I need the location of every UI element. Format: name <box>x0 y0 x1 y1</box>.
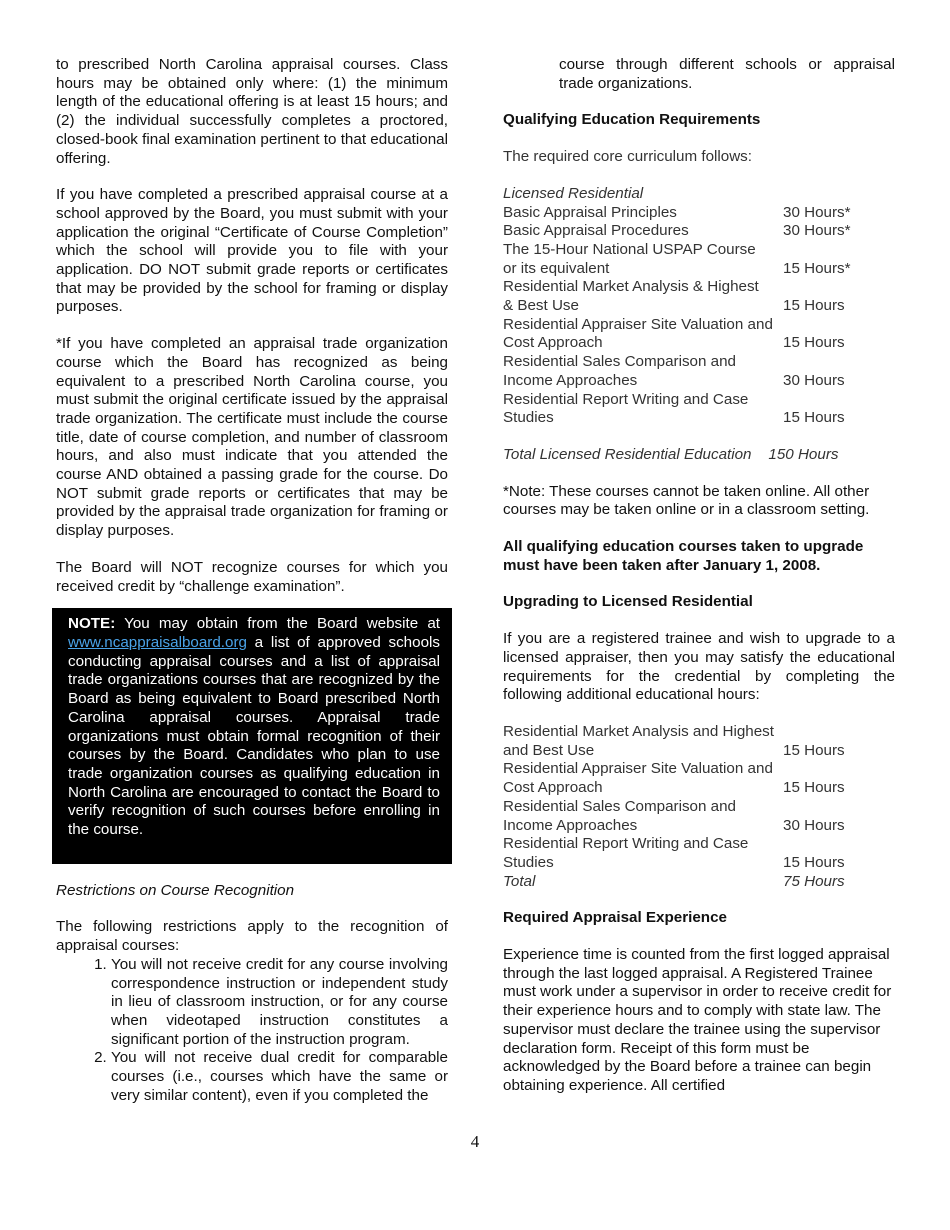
course-row <box>503 241 895 260</box>
upgrade-total-label: Total <box>503 872 536 890</box>
experience-heading: Required Appraisal Experience <box>503 909 727 927</box>
course-hours <box>783 760 895 779</box>
course-name: Residential Sales Comparison and <box>503 353 737 371</box>
course-row <box>503 760 895 779</box>
course-row-cont <box>503 334 895 353</box>
course-name-cont: and Best Use <box>503 741 595 759</box>
course-name: Residential Appraiser Site Valuation and <box>503 315 773 333</box>
page-number: 4 <box>470 1132 480 1151</box>
note-box <box>52 608 452 863</box>
course-name-cont: Income Approaches <box>503 371 638 389</box>
course-name: Basic Appraisal Principles <box>503 203 677 221</box>
paragraph-class-hours: to prescribed North Carolina appraisal courses. Class hours may be obtained only where: (1) the minimum length of the educational offering is at least 15 hours; and (2) the individual successfully completes a proctored, closed-book final examination pertinent to that educational offering. <box>56 56 448 167</box>
list-item: 2. You will not receive dual credit for comparable courses (i.e., courses which have the same or very similar content), even if you completed the <box>111 1049 448 1105</box>
course-name-cont: Studies <box>503 853 554 871</box>
course-name: Residential Report Writing and Case <box>503 835 749 853</box>
course-hours <box>783 391 895 410</box>
course-name: Residential Market Analysis & Highest <box>503 278 759 296</box>
course-hours <box>783 798 895 817</box>
licensed-residential-heading: Licensed Residential <box>503 184 644 202</box>
course-hours <box>783 353 895 372</box>
course-name-cont: Studies <box>503 409 554 427</box>
course-hours: 15 Hours <box>783 853 845 871</box>
upgrade-total-hours: 75 Hours <box>783 872 845 890</box>
course-name: Residential Market Analysis and Highest <box>503 722 774 740</box>
course-row <box>503 723 895 742</box>
course-hours: 15 Hours <box>783 297 845 315</box>
board-website-link[interactable]: www.ncappraisalboard.org <box>68 633 247 651</box>
course-hours: 30 Hours <box>783 371 845 389</box>
upgrading-heading: Upgrading to Licensed Residential <box>503 593 753 611</box>
core-curriculum-intro: The required core curriculum follows: <box>503 148 752 166</box>
note-label: NOTE: <box>68 615 116 633</box>
course-hours: 15 Hours <box>783 779 845 797</box>
course-row <box>503 798 895 817</box>
course-hours: 30 Hours <box>783 816 845 834</box>
course-row <box>503 278 895 297</box>
course-name-cont: or its equivalent <box>503 259 610 277</box>
course-hours <box>783 835 895 854</box>
list-item: 1. You will not receive credit for any course involving correspondence instruction or independent study in lieu of classroom instruction, or for any course when videotaped instruction constitutes a significant portion of the instruction program. <box>111 956 448 1050</box>
course-row <box>503 353 895 372</box>
restrictions-list <box>56 956 448 1106</box>
restrictions-intro: The following restrictions apply to the recognition of appraisal courses: <box>56 918 448 955</box>
upgrade-date-notice: All qualifying education courses taken to upgrade must have been taken after January 1, 2008. <box>503 538 864 574</box>
course-hours: 15 Hours* <box>783 259 851 277</box>
paragraph-certificate: If you have completed a prescribed appraisal course at a school approved by the Board, you must submit with your application the original “Certificate of Course Completion” which the school will provide you to file with your application. DO NOT submit grade reports or certificates that may be provided by the school for framing or display purposes. <box>56 186 448 316</box>
course-name: Residential Appraiser Site Valuation and <box>503 760 773 778</box>
course-row <box>503 316 895 335</box>
course-hours <box>783 278 895 297</box>
licensed-residential-total <box>503 446 895 465</box>
course-name-cont: Cost Approach <box>503 779 603 797</box>
right-column <box>503 56 895 1096</box>
course-hours <box>783 241 895 260</box>
course-name: The 15-Hour National USPAP Course <box>503 240 756 258</box>
course-row-cont <box>503 854 895 873</box>
course-row <box>503 391 895 410</box>
note-text-after: a list of approved schools conducting appraisal courses and a list of appraisal trade organizations courses that are recognized by the Board as being equivalent to Board prescribed North Carolina appraisal courses. Appraisal trade organizations must obtain formal recognition of their courses by the Board. Candidates who plan to use trade organization courses as qualifying education in North Carolina are encouraged to contact the Board to verify recognition of such courses before enrolling in the course. <box>68 633 440 839</box>
left-column <box>56 56 448 1105</box>
course-row <box>503 222 895 241</box>
course-hours: 15 Hours <box>783 409 845 427</box>
online-note: *Note: These courses cannot be taken online. All other courses may be taken online or in a classroom setting. <box>503 482 870 519</box>
course-row-cont <box>503 817 895 836</box>
paragraph-trade-org: *If you have completed an appraisal trade organization course which the Board has recognized as being equivalent to a prescribed North Carolina course, you must submit the original certificate issued by the appraisal trade organization. The certificate must include the course title, date of course completion, and number of classroom hours, and also must indicate that you attended the course AND obtained a passing grade for the course. Do NOT submit grade reports or certificates that may be provided by the appraisal trade organization for framing or display purposes. <box>56 335 448 540</box>
course-row <box>503 204 895 223</box>
upgrading-intro: If you are a registered trainee and wish to upgrade to a licensed appraiser, then you may satisfy the educational requirements for the credential by completing the following additional educational hours: <box>503 630 895 704</box>
course-name: Residential Report Writing and Case <box>503 390 749 408</box>
total-label: Total Licensed Residential Education <box>503 445 752 463</box>
course-hours: 15 Hours <box>783 741 845 759</box>
course-hours: 30 Hours* <box>783 222 851 240</box>
course-hours: 30 Hours* <box>783 203 851 221</box>
course-name-cont: Cost Approach <box>503 334 603 352</box>
total-hours: 150 Hours <box>768 445 839 463</box>
course-name: Residential Sales Comparison and <box>503 797 737 815</box>
course-row-cont <box>503 409 895 428</box>
course-name: Basic Appraisal Procedures <box>503 222 689 240</box>
paragraph-challenge-exam: The Board will NOT recognize courses for which you received credit by “challenge examination”. <box>56 558 448 595</box>
course-hours <box>783 316 895 335</box>
course-row-cont <box>503 372 895 391</box>
upgrade-total-row <box>503 873 895 892</box>
course-row-cont <box>503 297 895 316</box>
course-row-cont <box>503 742 895 761</box>
course-hours: 15 Hours <box>783 334 845 352</box>
course-row <box>503 835 895 854</box>
course-name-cont: & Best Use <box>503 297 579 315</box>
continued-text: course through different schools or appraisal trade organizations. <box>559 56 895 92</box>
course-hours <box>783 723 895 742</box>
course-row-cont <box>503 260 895 279</box>
experience-text: Experience time is counted from the first logged appraisal through the last logged appraisal. A Registered Trainee must work under a supervisor in order to receive credit for their experience hours and to comply with state law. The supervisor must declare the trainee using the supervisor declaration form. Receipt of this form must be acknowledged by the Board before a trainee can begin obtaining experience. All certified <box>503 946 892 1094</box>
course-row-cont <box>503 779 895 798</box>
course-name-cont: Income Approaches <box>503 816 638 834</box>
qualifying-education-heading: Qualifying Education Requirements <box>503 111 761 129</box>
note-text-before: You may obtain from the Board website at <box>115 615 440 633</box>
restrictions-heading: Restrictions on Course Recognition <box>56 881 295 899</box>
licensed-residential-table <box>503 204 895 428</box>
upgrade-courses-table <box>503 723 895 891</box>
